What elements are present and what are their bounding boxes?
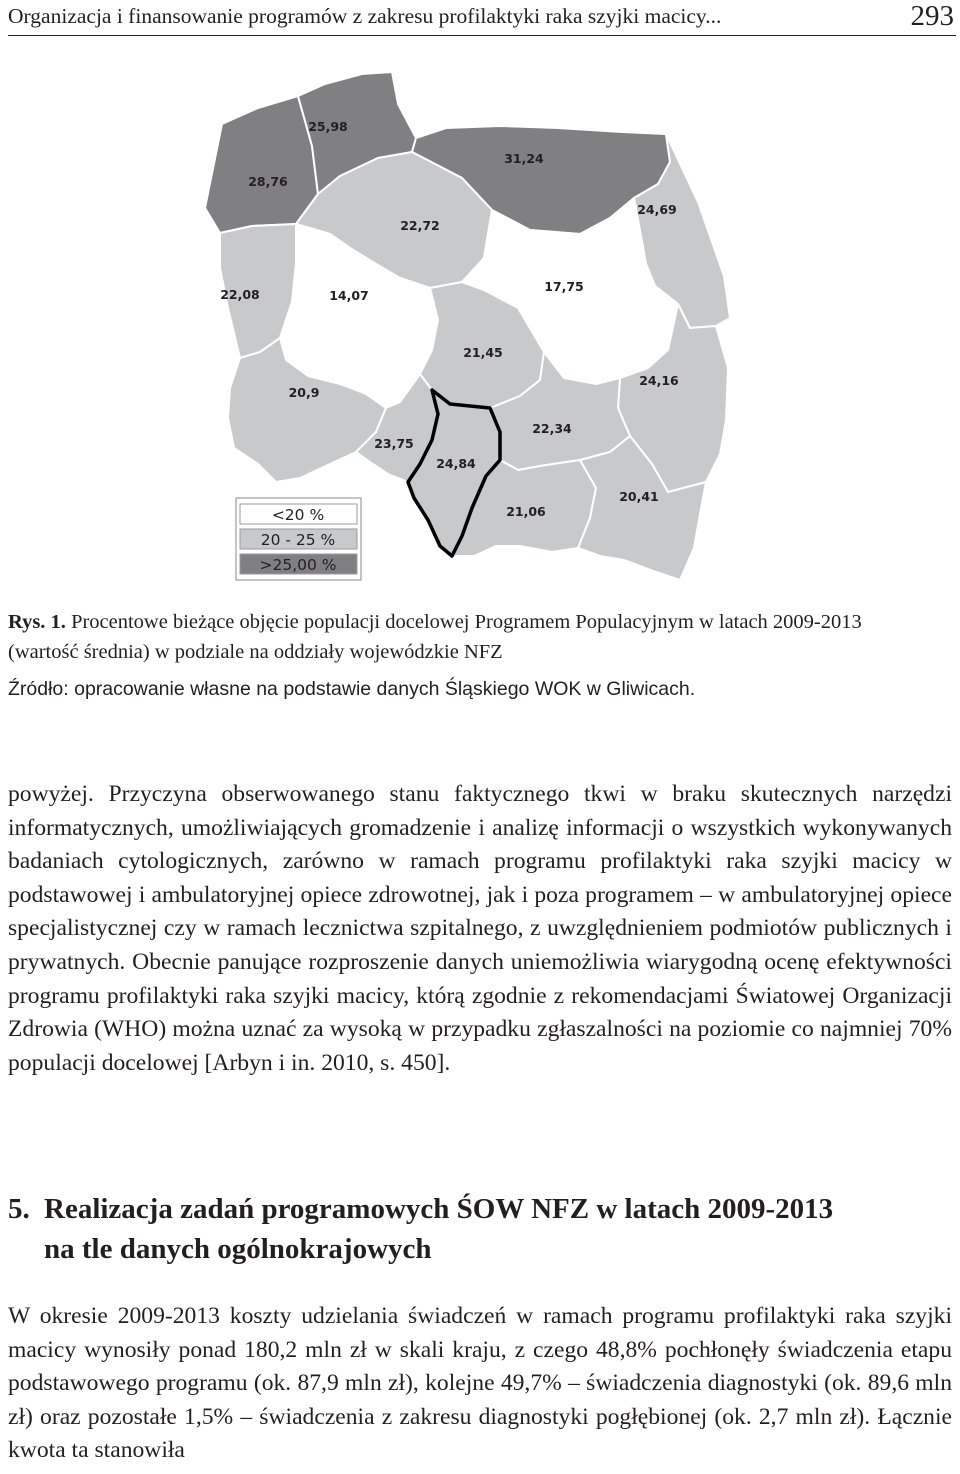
body-paragraph-2: W okresie 2009-2013 koszty udzielania świadczeń w ramach programu profilaktyki raka szyjki macicy wynosiły ponad 180,2 mln zł w skali kraju, z czego 48,8% pochłonęły świadczenia etapu podstawowego programu (ok. 87,9 mln zł), kolejne 49,7% – świadczenia diagnostyki (ok. 89,6 mln zł) oraz pozostałe 1,5% – świadczenia z zakresu diagnostyki pogłębionej (ok. 2,7 mln zł). Łącznie kwota ta stanowiła xyxy=(8,1303,952,1464)
region-value-label: 22,08 xyxy=(220,287,260,302)
legend-label-below-20: <20 % xyxy=(271,506,325,524)
running-title: Organizacja i finansowanie programów z zakresu profilaktyki raka szyjki macicy... xyxy=(8,4,722,28)
region-value-label: 20,41 xyxy=(619,489,659,504)
region-value-label: 24,84 xyxy=(436,456,476,471)
body-paragraph-1: powyżej. Przyczyna obserwowanego stanu faktycznego tkwi w braku skutecznych narzędzi informatycznych, umożliwiających gromadzenie i analizę informacji o wszystkich wykonywanych badaniach cytologicznych, zarówno w ramach programu profilaktyki raka szyjki macicy w podstawowej i ambulatoryjnej opiece zdrowotnej, jak i poza programem – w ambulatoryjnej opiece specjalistycznej czy w ramach lecznictwa szpitalnego, z uwzględnieniem podmiotów publicznych i prywatnych. Obecnie panujące rozproszenie danych uniemożliwia wiarygodną ocenę efektywności programu profilaktyki raka szyjki macicy, którą zgodnie z rekomendacjami Światowej Organizacji Zdrowia (WHO) można uznać za wysoką w przypadku zgłaszalności na poziomie co najmniej 70% populacji docelowej [Arbyn i in. 2010, s. 450]. xyxy=(8,781,952,1076)
region-value-label: 21,45 xyxy=(463,345,503,360)
figure-caption-text: Procentowe bieżące objęcie populacji docelowej Programem Populacyjnym w latach 2009-2013 (wartość średnia) w podziale na oddziały wojewódzkie NFZ xyxy=(8,611,862,663)
figure-label: Rys. 1. xyxy=(8,611,66,633)
region-value-label: 22,34 xyxy=(532,421,572,436)
region-zachodniopomorskie xyxy=(205,96,318,233)
legend-label-20-25: 20 - 25 % xyxy=(260,531,336,549)
figure-source: Źródło: opracowanie własne na podstawie danych Śląskiego WOK w Gliwicach. xyxy=(8,678,696,700)
region-value-label: 28,76 xyxy=(248,174,288,189)
voivodeship-map xyxy=(200,68,730,590)
region-value-label: 20,9 xyxy=(288,385,320,400)
section-title-line1: Realizacja zadań programowych ŚOW NFZ w latach 2009-2013 xyxy=(44,1193,834,1225)
region-value-label: 24,16 xyxy=(639,373,679,388)
section-title-line2: na tle danych ogólnokrajowych xyxy=(44,1232,432,1265)
region-value-label: 31,24 xyxy=(504,151,544,166)
running-header xyxy=(8,0,956,36)
figure-caption xyxy=(8,607,908,667)
section-number: 5. xyxy=(8,1193,30,1225)
region-value-label: 14,07 xyxy=(329,288,369,303)
region-value-label: 22,72 xyxy=(400,218,440,233)
region-value-label: 24,69 xyxy=(637,202,677,217)
page-number: 293 xyxy=(910,0,954,32)
section-heading xyxy=(8,1190,952,1269)
region-value-label: 17,75 xyxy=(544,279,584,294)
legend-label-above-25: >25,00 % xyxy=(259,556,337,574)
region-value-label: 21,06 xyxy=(506,504,546,519)
region-value-label: 25,98 xyxy=(308,119,348,134)
voivodeship-map-figure xyxy=(200,68,730,590)
region-value-label: 23,75 xyxy=(374,436,414,451)
map-legend xyxy=(236,498,361,580)
